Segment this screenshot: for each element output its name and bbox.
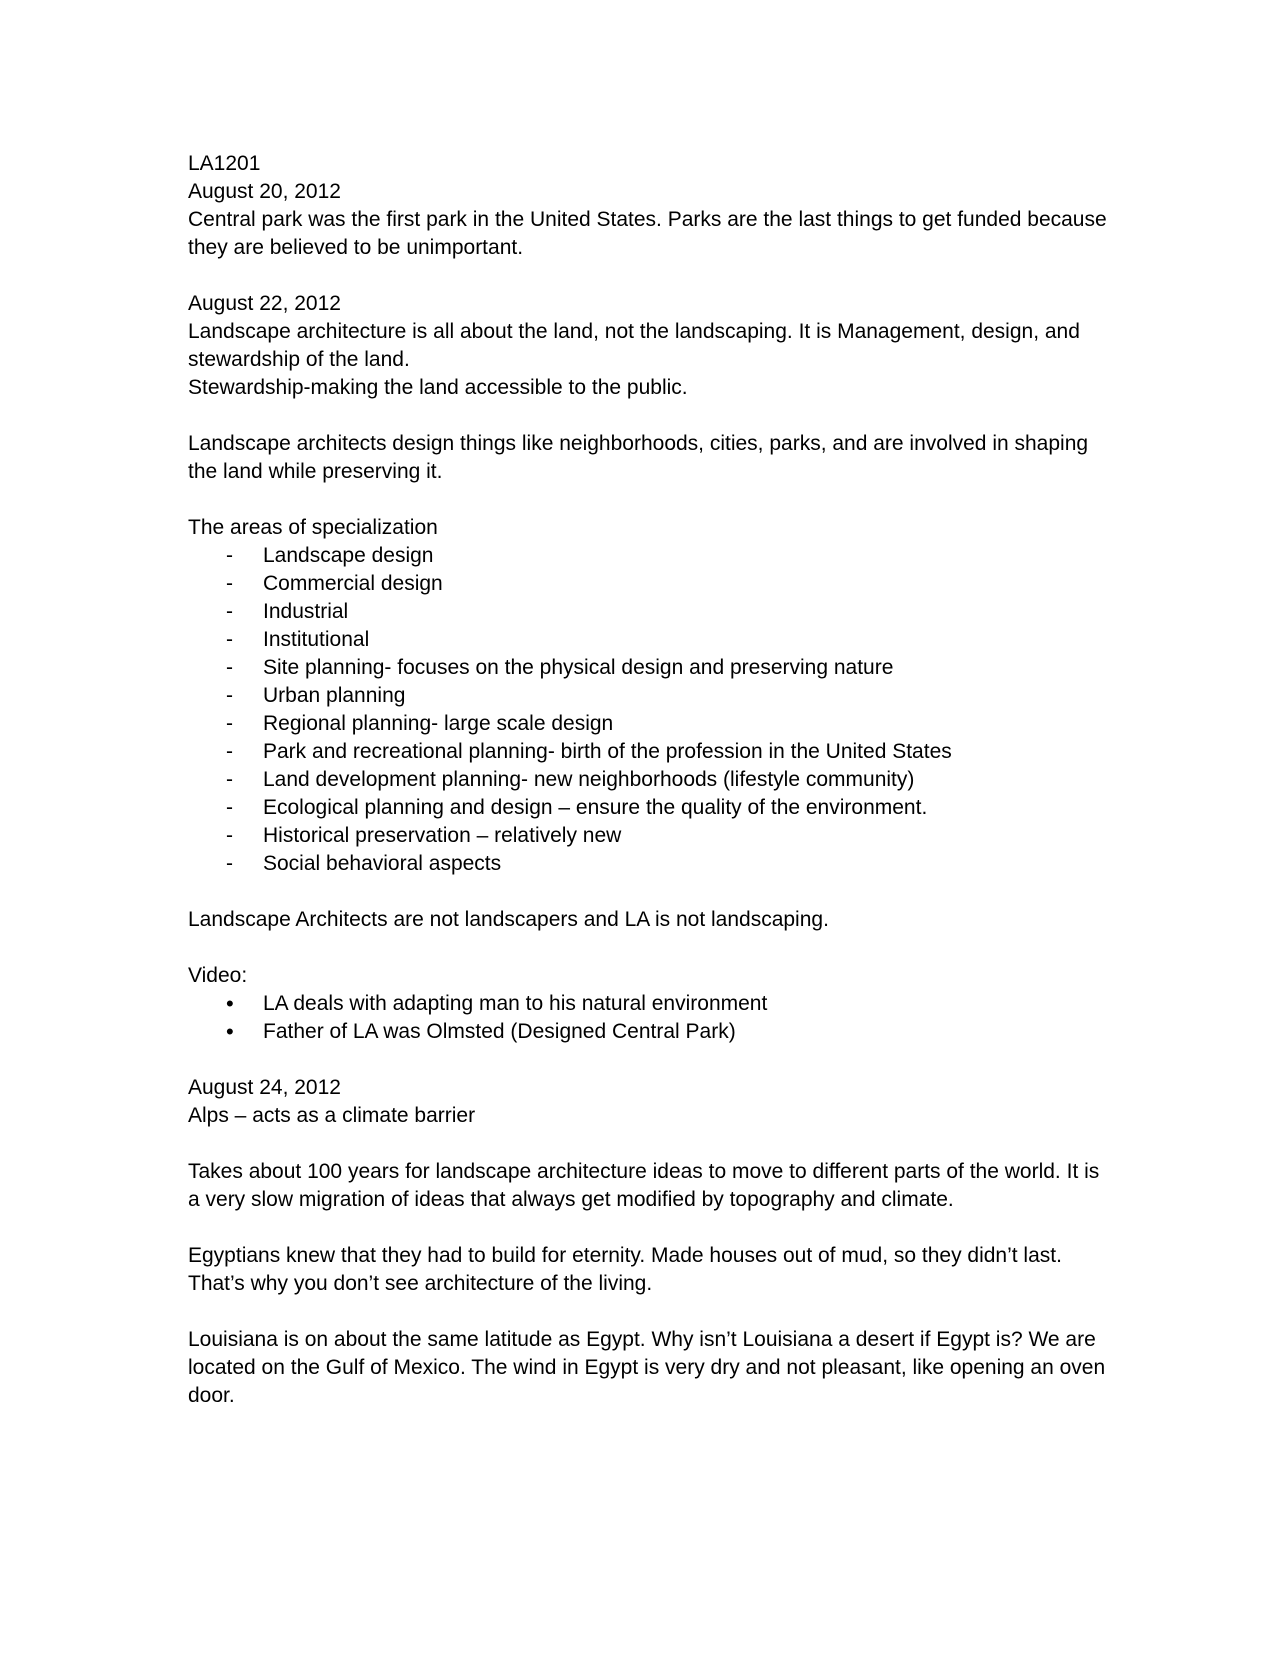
- list-item: • Father of LA was Olmsted (Designed Central Park): [226, 1019, 736, 1044]
- aug22-paragraph-1: Landscape architecture is all about the land, not the landscaping. It is Management, design, and stewardship of the land.: [188, 320, 1080, 371]
- document-page: [188, 150, 1108, 1410]
- list-item: - Regional planning- large scale design: [188, 710, 1108, 738]
- video-heading: Video:: [188, 964, 248, 987]
- dash-marker: -: [226, 600, 233, 623]
- dash-marker: -: [226, 684, 233, 707]
- specialization-list: [188, 542, 1108, 878]
- list-item: - Urban planning: [188, 682, 1108, 710]
- bullet-marker: •: [226, 1019, 234, 1044]
- aug24-paragraph-4: Louisiana is on about the same latitude as Egypt. Why isn’t Louisiana a desert if Egypt is? We are located on the Gulf of Mexico. The wind in Egypt is very dry and not pleasant, like opening an oven door.: [188, 1328, 1106, 1407]
- date-aug20: August 20, 2012: [188, 180, 341, 203]
- list-item: • LA deals with adapting man to his natural environment: [226, 991, 768, 1016]
- dash-marker: -: [226, 796, 233, 819]
- aug20-paragraph: Central park was the first park in the United States. Parks are the last things to get funded because they are believed to be unimportant.: [188, 208, 1107, 259]
- aug24-paragraph-1: Alps – acts as a climate barrier: [188, 1104, 476, 1127]
- list-item: - Landscape design: [188, 542, 1108, 570]
- list-item: - Industrial: [188, 598, 1108, 626]
- aug22-paragraph-4: Landscape Architects are not landscapers and LA is not landscaping.: [188, 908, 829, 931]
- course-code: LA1201: [188, 152, 261, 175]
- dash-marker: -: [226, 824, 233, 847]
- date-aug22: August 22, 2012: [188, 292, 341, 315]
- bullet-marker: •: [226, 991, 234, 1016]
- dash-marker: -: [226, 768, 233, 791]
- list-item: - Institutional: [188, 626, 1108, 654]
- aug24-paragraph-2: Takes about 100 years for landscape architecture ideas to move to different parts of the world. It is a very slow migration of ideas that always get modified by topography and climate.: [188, 1160, 1100, 1211]
- dash-marker: -: [226, 852, 233, 875]
- date-aug24: August 24, 2012: [188, 1076, 341, 1099]
- dash-marker: -: [226, 656, 233, 679]
- aug22-paragraph-3: Landscape architects design things like neighborhoods, cities, parks, and are involved in shaping the land while preserving it.: [188, 432, 1089, 483]
- dash-marker: -: [226, 740, 233, 763]
- list-item: - Land development planning- new neighborhoods (lifestyle community): [188, 766, 1108, 794]
- list-item: - Historical preservation – relatively new: [188, 822, 1108, 850]
- list-item: - Social behavioral aspects: [188, 850, 1108, 878]
- list-item: - Ecological planning and design – ensure the quality of the environment.: [188, 794, 1108, 822]
- aug22-paragraph-2: Stewardship-making the land accessible to the public.: [188, 376, 688, 399]
- list-item: - Commercial design: [188, 570, 1108, 598]
- dash-marker: -: [226, 572, 233, 595]
- dash-marker: -: [226, 544, 233, 567]
- dash-marker: -: [226, 712, 233, 735]
- list-item: - Park and recreational planning- birth of the profession in the United States: [188, 738, 1108, 766]
- dash-marker: -: [226, 628, 233, 651]
- specialization-heading: The areas of specialization: [188, 516, 438, 539]
- list-item: - Site planning- focuses on the physical design and preserving nature: [188, 654, 1108, 682]
- video-list: [188, 990, 1108, 1046]
- aug24-paragraph-3: Egyptians knew that they had to build for eternity. Made houses out of mud, so they didn’t last. That’s why you don’t see architecture of the living.: [188, 1244, 1062, 1295]
